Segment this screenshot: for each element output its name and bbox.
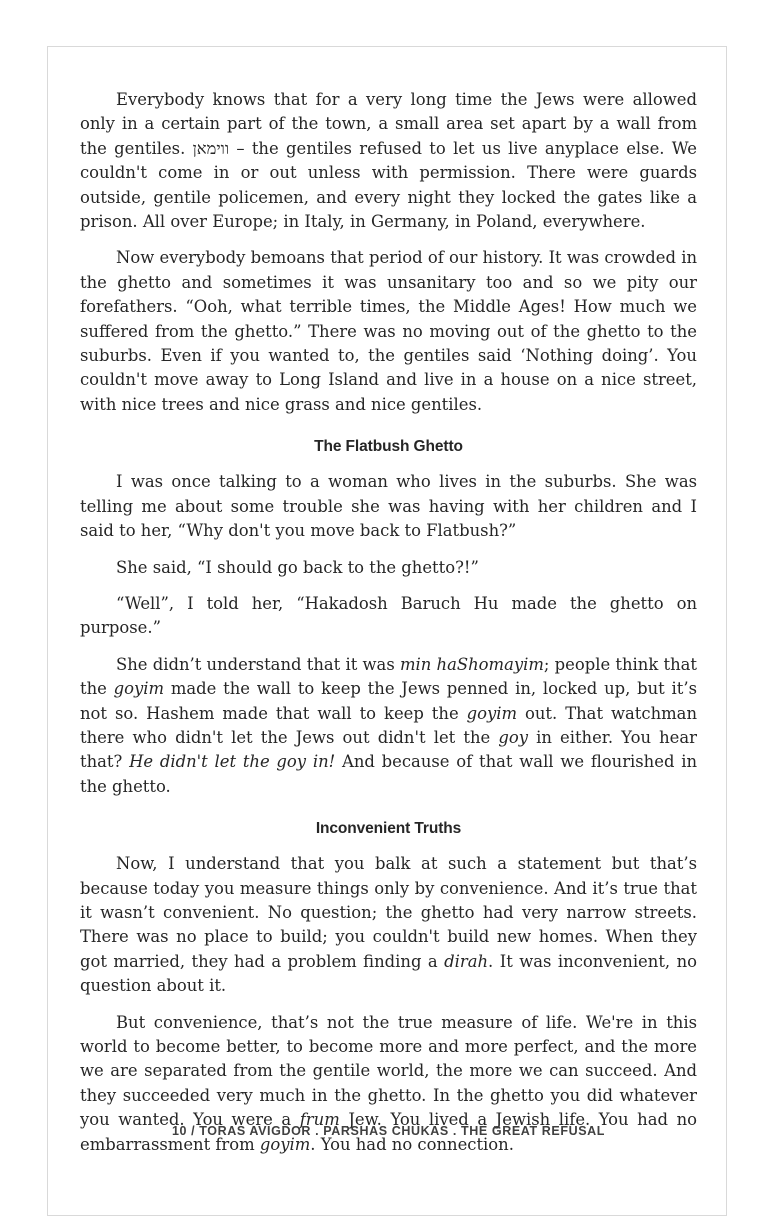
text-run: And because of that wall we flourished in the ghetto. — [80, 752, 698, 796]
page-footer: 10 / TORAS AVIGDOR . PARSHAS CHUKAS . THE GREAT REFUSAL — [171, 1124, 606, 1138]
italic-term: goyim — [259, 1134, 311, 1154]
italic-phrase: He didn't let the goy in! — [129, 752, 336, 772]
italic-term: frum — [299, 1110, 340, 1130]
paragraph-intro: Everybody knows that for a very long time the Jews were allowed only in a certain part of the town, a small area set apart by a wall from the gentiles. ווימאן – the gentiles refused to let us live anyplace else. We couldn't come in or out unless with permission. There were guards outside, gentile policemen, and every night they locked the gates like a prison. All over Europe; in Italy, in Germany, in Poland, everywhere. — [80, 90, 697, 232]
paragraph-min-hashomayim — [80, 653, 697, 799]
italic-term: goyim — [113, 679, 165, 699]
paragraph-well: “Well”, I told her, “Hakadosh Baruch Hu made the ghetto on purpose.” — [80, 593, 697, 638]
paragraph-suburbs: I was once talking to a woman who lives in the suburbs. She was telling me about some trouble she was having with her children and I said to her, “Why don't you move back to Flatbush?” — [80, 472, 697, 541]
paragraph-bemoans: Now everybody bemoans that period of our history. It was crowded in the ghetto and sometimes it was unsanitary too and so we pity our forefathers. “Ooh, what terrible times, the Middle Ages! How much we suffered from the ghetto.” There was no moving out of the ghetto to the suburbs. Even if you wanted to, the gentiles said ‘Nothing doing’. You couldn't move away to Long Island and live in a house on a nice street, with nice trees and nice grass and nice gentiles. — [80, 248, 697, 414]
text-run: Jew. You lived a Jewish life. You had no embarrassment from — [80, 1110, 697, 1154]
text-run: out. That watchman there who didn't let the Jews out didn't let the — [80, 703, 697, 747]
text-run: in either. You hear that? — [80, 727, 697, 772]
text-run: ; people think that the — [80, 654, 698, 699]
text-run: Now, I understand that you balk at such a statement but that’s because today you measure things only by convenience. And it’s true that it wasn’t convenient. No question; the ghetto had very narrow streets. There was no place to build; you couldn't build new homes. When they got married, they had a problem finding a — [80, 854, 697, 971]
italic-term: goyim — [466, 703, 518, 723]
text-run: made the wall to keep the Jews penned in, locked up, but it’s not so. Hashem made that wall to keep the — [80, 679, 697, 723]
text-run: . It was inconvenient, no question about it. — [80, 951, 697, 996]
section-heading-inconvenient: Inconvenient Truths — [315, 820, 462, 838]
text-run: . You had no connection. — [310, 1134, 514, 1154]
section-heading-flatbush: The Flatbush Ghetto — [314, 438, 463, 456]
article-body — [80, 88, 697, 1157]
paragraph-convenience — [80, 852, 697, 998]
italic-term: min haShomayim — [399, 654, 544, 674]
paragraph-she-said: She said, “I should go back to the ghetto?!” — [116, 557, 479, 577]
italic-term: dirah — [444, 951, 489, 971]
text-run: She didn’t understand that it was — [116, 654, 400, 674]
text-run: But convenience, that’s not the true measure of life. We're in this world to become better, to become more and more perfect, and the more we are separated from the gentile world, the more we can succeed. And they succeeded very much in the ghetto. In the ghetto you did whatever you wanted. You were a — [80, 1012, 697, 1130]
italic-term: goy — [498, 727, 528, 747]
